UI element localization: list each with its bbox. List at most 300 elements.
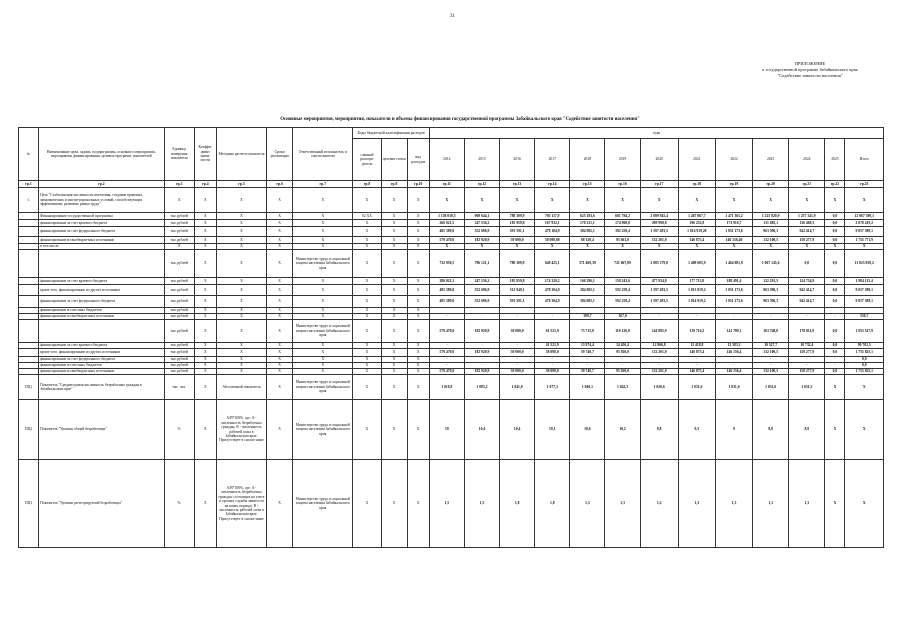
table-cell: 146 156,40 <box>715 237 752 244</box>
table-cell: - <box>429 314 464 320</box>
table-row <box>19 220 884 227</box>
table-cell: в том числе: <box>39 244 165 250</box>
column-number: гр.22 <box>825 181 845 188</box>
table-cell: 1,3 <box>570 460 605 548</box>
table-cell: X <box>216 213 266 220</box>
table-cell: X <box>216 357 266 363</box>
table-cell: финансирование за счет краевого бюджета <box>39 278 165 285</box>
table-cell: 1,8 <box>535 460 570 548</box>
table-cell: тыс.рублей <box>164 213 194 220</box>
table-cell: X <box>678 244 715 250</box>
table-cell: X <box>216 227 266 237</box>
table-cell: 131 685,1 <box>753 220 789 227</box>
table-cell: 50 000,0 <box>500 237 535 244</box>
table-cell: X <box>194 460 216 548</box>
table-cell: X <box>194 244 216 250</box>
table-cell: X <box>267 278 293 285</box>
table-cell: Министерство труда и социальной защиты населения Забайкальского края <box>293 400 353 460</box>
table-cell: кроме того, финансирование из других источников <box>39 349 165 357</box>
table-cell: 0,0 <box>825 237 845 244</box>
table-cell: 1 051 173,6 <box>715 227 752 237</box>
table-cell: Показатель "Среднегодовая численность безработных граждан в Забайкальском крае" <box>39 375 165 400</box>
table-cell: X <box>353 400 381 460</box>
table-cell: X <box>194 400 216 460</box>
table-cell: X <box>353 278 381 285</box>
table-cell: 141 789,1 <box>715 320 752 343</box>
table-cell: X <box>407 357 429 363</box>
table-cell: X <box>267 213 293 220</box>
table-cell: X <box>535 244 570 250</box>
table-cell: 552 686,9 <box>464 285 499 296</box>
table-cell: X <box>845 244 884 250</box>
table-cell: 2 085 379,8 <box>640 250 678 278</box>
table-cell: - <box>464 343 499 349</box>
table-row <box>19 296 884 308</box>
table-cell: 8,8 <box>753 400 789 460</box>
table-cell: 1 158 030,5 <box>429 213 464 220</box>
table-cell: 0,0 <box>845 357 884 363</box>
table-cell: 110 126,0 <box>605 320 640 343</box>
table-cell: 732 950,5 <box>429 250 464 278</box>
table-cell: Министерство труда и социальной защиты населения Забайкальского края <box>293 460 353 548</box>
table-cell: 124 734,9 <box>789 278 825 285</box>
table-cell: X <box>353 296 381 308</box>
column-number: гр.16 <box>605 181 640 188</box>
table-cell: X <box>267 188 293 213</box>
table-cell: 703 117,9 <box>535 213 570 220</box>
table-cell: кроме того, финансирование из других источников <box>39 285 165 296</box>
table-cell: - <box>500 357 535 363</box>
table-cell: Показатель "Уровень регистрируемой безработицы" <box>39 460 165 548</box>
header-unit: Единица измерения показателя <box>164 128 194 181</box>
table-cell: 185 959,8 <box>500 220 535 227</box>
table-cell: - <box>429 343 464 349</box>
table-cell: A/B*100%, где: A - численность безработных граждан, состоящих на учете в органах службы занятости на конец периода, B - численность рабочей силы в Забайкальском крае. Присутствует в сноске ниже <box>216 460 266 548</box>
column-number: гр.11 <box>429 181 464 188</box>
table-cell: 14 456,4 <box>605 343 640 349</box>
table-cell: 95 661,0 <box>605 237 640 244</box>
table-cell: X <box>381 460 407 548</box>
table-cell: 50 000,0 <box>500 349 535 357</box>
table-row <box>19 227 884 237</box>
table-cell: 0,0 <box>825 349 845 357</box>
table-cell: 1,2 <box>640 460 678 548</box>
table-cell: 0,0 <box>825 369 845 375</box>
table-cell: 0,0 <box>825 250 845 278</box>
table-cell: тыс.рублей <box>164 308 194 314</box>
table-cell: X <box>353 460 381 548</box>
table-cell: 1 467 067,7 <box>678 213 715 220</box>
header-year: 2024 <box>789 139 825 181</box>
table-cell: X <box>381 314 407 320</box>
table-cell: ПЦ1 <box>19 375 39 400</box>
table-cell: X <box>381 357 407 363</box>
table-cell: 9,3 <box>678 400 715 460</box>
header-codes: Коды бюджетной классификации расходов <box>353 128 429 139</box>
table-cell: 170 231,1 <box>570 220 605 227</box>
table-cell: X <box>845 400 884 460</box>
table-cell: 182 920,9 <box>464 349 499 357</box>
appendix-line-1: ПРИЛОЖЕНИЕ <box>794 61 826 66</box>
table-cell: X <box>216 237 266 244</box>
table-cell: 174 969,8 <box>605 220 640 227</box>
column-number-row <box>19 181 884 188</box>
table-cell: X <box>353 227 381 237</box>
column-number: гр.13 <box>500 181 535 188</box>
table-cell: 68 150,4 <box>570 237 605 244</box>
table-row <box>19 349 884 357</box>
column-number: гр.8 <box>353 181 381 188</box>
table-cell: 12 418,8 <box>678 343 715 349</box>
table-cell: 174 320,2 <box>535 278 570 285</box>
table-cell: 1 409 685,9 <box>678 250 715 278</box>
column-number: гр.1 <box>19 181 39 188</box>
table-cell: X <box>407 369 429 375</box>
table-cell: 591 591,1 <box>500 227 535 237</box>
table-cell: - <box>825 314 845 320</box>
header-code-col: вид расходов <box>407 139 429 181</box>
table-cell <box>19 220 39 227</box>
appendix-line-3: "Содействие занятости населения" <box>777 73 843 78</box>
table-cell: 942 414,7 <box>789 285 825 296</box>
table-cell: X <box>293 363 353 369</box>
table-cell: 389,7 <box>570 314 605 320</box>
table-cell: 1,3 <box>789 460 825 548</box>
table-cell: X <box>407 320 429 343</box>
table-cell: 146 156,4 <box>715 369 752 375</box>
table-cell: ПЦ3 <box>19 460 39 548</box>
header-year: 2020 <box>640 139 678 181</box>
table-cell: X <box>216 244 266 250</box>
table-cell: 1 755 825,1 <box>845 369 884 375</box>
table-cell: X <box>353 237 381 244</box>
table-cell: 721 667,09 <box>605 250 640 278</box>
table-cell: X <box>194 188 216 213</box>
table-cell: 592 258,4 <box>605 296 640 308</box>
table-cell: финансирование из местных бюджетов <box>39 363 165 369</box>
table-cell: 1 041,0 <box>500 375 535 400</box>
table-cell: 1 471 365,2 <box>715 213 752 220</box>
table-cell: 1 042,3 <box>605 375 640 400</box>
table-cell: 1,3 <box>715 460 752 548</box>
table-row <box>19 460 884 548</box>
table-row <box>19 320 884 343</box>
table-cell: тыс.рублей <box>164 320 194 343</box>
table-cell: 1 067 145,6 <box>753 250 789 278</box>
table-cell: 266 021,5 <box>429 220 464 227</box>
table-cell: 10,4 <box>464 400 499 460</box>
table-cell: 10 <box>429 400 464 460</box>
table-cell: 144 985,9 <box>640 320 678 343</box>
table-cell: Абсолютный показатель <box>216 375 266 400</box>
header-year: 2023 <box>753 139 789 181</box>
table-cell: 0,0 <box>789 250 825 278</box>
table-cell <box>19 285 39 296</box>
table-cell: X <box>429 244 464 250</box>
table-cell: 485 389,0 <box>429 296 464 308</box>
table-cell: X <box>407 308 429 314</box>
table-cell: 1 010,9 <box>429 375 464 400</box>
table-cell: X <box>353 308 381 314</box>
table-cell: X <box>381 227 407 237</box>
table-cell: X <box>407 363 429 369</box>
table-cell: 1 031,6 <box>678 375 715 400</box>
table-cell: % <box>164 400 194 460</box>
table-cell: 146 875,4 <box>678 237 715 244</box>
header-year: 2021 <box>678 139 715 181</box>
table-cell: X <box>381 320 407 343</box>
table-cell: X <box>216 296 266 308</box>
table-cell: 478 304,9 <box>535 285 570 296</box>
table-cell: X <box>267 363 293 369</box>
header-code-col: целевая статья <box>381 139 407 181</box>
table-cell: - <box>535 314 570 320</box>
table-cell: 512 940,1 <box>500 285 535 296</box>
table-cell: 9 057 389,1 <box>845 285 884 296</box>
table-cell: X <box>293 308 353 314</box>
table-cell: 182 920,9 <box>464 320 499 343</box>
table-cell: X <box>825 244 845 250</box>
table-cell: 963 596,3 <box>753 227 789 237</box>
table-cell: 132 100,5 <box>753 369 789 375</box>
table-row <box>19 278 884 285</box>
table-cell: X <box>407 278 429 285</box>
table-cell: 9 057 389,1 <box>845 227 884 237</box>
table-cell: финансирование за счет краевого бюджета <box>39 343 165 349</box>
table-cell: X <box>293 237 353 244</box>
table-cell: 185 959,8 <box>500 278 535 285</box>
column-number: гр.5 <box>216 181 266 188</box>
table-cell: финансирование за счет федерального бюджета <box>39 357 165 363</box>
table-cell: - <box>605 363 640 369</box>
column-number: гр.7 <box>293 181 353 188</box>
column-number: гр.21 <box>789 181 825 188</box>
table-cell: X <box>194 363 216 369</box>
table-cell: X <box>194 296 216 308</box>
table-cell: X <box>753 244 789 250</box>
table-cell: X <box>381 369 407 375</box>
table-cell: финансирование за счет краевого бюджета <box>39 220 165 227</box>
table-cell: тыс.рублей <box>164 296 194 308</box>
table-cell: X <box>194 343 216 349</box>
table-cell: - <box>825 363 845 369</box>
table-cell: X <box>194 320 216 343</box>
table-cell: - <box>535 363 570 369</box>
table-cell: X <box>753 188 789 213</box>
table-cell: 167 932,1 <box>535 220 570 227</box>
table-cell: X <box>381 285 407 296</box>
table-cell: тыс.рублей <box>164 278 194 285</box>
table-cell: тыс.рублей <box>164 357 194 363</box>
table-cell: 1. <box>19 188 39 213</box>
table-cell: X <box>216 320 266 343</box>
table-cell: 10 732,4 <box>789 343 825 349</box>
table-header <box>19 128 884 181</box>
table-cell: X <box>216 314 266 320</box>
table-row <box>19 237 884 244</box>
table-cell: 1 051 173,6 <box>715 285 752 296</box>
table-cell: - <box>789 357 825 363</box>
table-cell: 163 748,0 <box>753 320 789 343</box>
table-cell: 478 304,9 <box>535 296 570 308</box>
table-cell: 158 243,6 <box>605 278 640 285</box>
table-cell: % <box>164 460 194 548</box>
table-cell: X <box>789 188 825 213</box>
table-cell: X <box>267 357 293 363</box>
table-cell: 0,0 <box>825 320 845 343</box>
table-cell: 384 082,1 <box>570 285 605 296</box>
table-cell: 58 098,0 <box>535 349 570 357</box>
column-number: гр.3 <box>164 181 194 188</box>
table-cell: X <box>164 188 194 213</box>
table-cell <box>19 237 39 244</box>
table-cell: X <box>640 188 678 213</box>
table-cell: X <box>293 220 353 227</box>
table-cell: 485 389,0 <box>429 227 464 237</box>
table-cell: 12 067 399,1 <box>845 213 884 220</box>
table-cell: 1,3 <box>605 460 640 548</box>
table-cell: 1 031,6 <box>715 375 752 400</box>
table-cell: 681 794,2 <box>605 213 640 220</box>
table-cell: X <box>293 369 353 375</box>
table-cell: X <box>407 227 429 237</box>
table-cell: X <box>267 220 293 227</box>
table-cell <box>19 213 39 220</box>
table-cell: X <box>216 250 266 278</box>
table-cell: X <box>267 375 293 400</box>
table-cell: 552 686,9 <box>464 227 499 237</box>
table-cell: тыс.рублей <box>164 369 194 375</box>
table-cell: X <box>353 285 381 296</box>
table-cell: 136 469,3 <box>789 220 825 227</box>
table-cell: X <box>353 363 381 369</box>
table-cell: 0,0 <box>825 227 845 237</box>
table-cell: X <box>293 188 353 213</box>
table-cell: 1 237 341,9 <box>789 213 825 220</box>
table-cell: 1 013 819,2 <box>678 285 715 296</box>
table-cell: 1 953 527,9 <box>845 320 884 343</box>
table-cell: X <box>381 308 407 314</box>
table-cell: 139 716,2 <box>678 320 715 343</box>
table-cell: 1,3 <box>753 460 789 548</box>
table-cell: 556,7 <box>845 314 884 320</box>
column-number: гр.23 <box>845 181 884 188</box>
table-cell: A/B*100%, где: A - численность безработных граждан, B - численность рабочей силы в Забайкальском крае. Присутствует в сноске ниже <box>216 400 266 460</box>
table-cell: 1 031,6 <box>753 375 789 400</box>
table-cell: 132 100,5 <box>753 237 789 244</box>
table-cell: X <box>194 375 216 400</box>
table-cell: X <box>293 296 353 308</box>
table-cell: X <box>293 357 353 363</box>
table-cell: X <box>267 296 293 308</box>
column-number: гр.6 <box>267 181 293 188</box>
table-cell: X <box>267 460 293 548</box>
table-cell: X <box>293 343 353 349</box>
table-cell: - <box>753 357 789 363</box>
table-cell: 196 252,8 <box>678 220 715 227</box>
table-cell <box>19 296 39 308</box>
table-cell: 1 049,1 <box>570 375 605 400</box>
table-cell: тыс.рублей <box>164 349 194 357</box>
table-cell: 579 470,0 <box>429 237 464 244</box>
table-cell: 963 596,3 <box>753 296 789 308</box>
table-cell: X <box>194 278 216 285</box>
header-year: 2017 <box>535 139 570 181</box>
header-name: Наименование цели, задачи, подпрограммы, основного мероприятия, мероприятия, финансирования, целевых программ, показателей <box>39 128 165 181</box>
table-cell: X <box>500 188 535 213</box>
column-number: гр.19 <box>715 181 752 188</box>
table-cell: X <box>381 250 407 278</box>
table-cell: X <box>353 375 381 400</box>
table-cell: финансирование из местных бюджетов <box>39 308 165 314</box>
table-cell: X <box>407 250 429 278</box>
table-cell: 1,3 <box>678 460 715 548</box>
table-cell: 1,5 <box>464 460 499 548</box>
table-cell: 0,0 <box>845 363 884 369</box>
table-cell: X <box>293 349 353 357</box>
table-cell: X <box>825 188 845 213</box>
table-cell: X <box>353 314 381 320</box>
table-cell: тыс.рублей <box>164 220 194 227</box>
header-year: 2014 <box>429 139 464 181</box>
table-cell: 02 ХХ <box>353 213 381 220</box>
table-cell <box>19 250 39 278</box>
table-cell: тыс.рублей <box>164 285 194 296</box>
table-cell <box>19 320 39 343</box>
column-number: гр.10 <box>407 181 429 188</box>
table-cell: X <box>267 250 293 278</box>
table-cell: X <box>640 244 678 250</box>
table-cell: 58 098,0 <box>535 369 570 375</box>
table-cell: 0,0 <box>825 285 845 296</box>
table-cell: 1 085,2 <box>464 375 499 400</box>
table-cell: X <box>845 375 884 400</box>
table-cell: X <box>407 375 429 400</box>
column-number: гр.18 <box>678 181 715 188</box>
table-cell: 132 100,5 <box>753 349 789 357</box>
table-cell: 41 521,9 <box>535 343 570 349</box>
table-cell: 0,0 <box>825 220 845 227</box>
table-cell: X <box>216 369 266 375</box>
table-cell: - <box>640 314 678 320</box>
table-cell: - <box>535 357 570 363</box>
table-cell: 10 527,7 <box>753 343 789 349</box>
table-cell: финансирование из внебюджетных источников <box>39 237 165 244</box>
table-cell: X <box>353 357 381 363</box>
appendix-line-2: к государственной программе Забайкальского края <box>762 67 858 72</box>
table-cell: 95 920,0 <box>605 369 640 375</box>
table-cell: X <box>267 343 293 349</box>
column-number: гр.17 <box>640 181 678 188</box>
table-cell: X <box>353 320 381 343</box>
header-year: 2022 <box>715 139 752 181</box>
table-cell: - <box>570 357 605 363</box>
table-cell: 1 014 919,20 <box>678 227 715 237</box>
table-cell: X <box>825 460 845 548</box>
table-cell: 969 644,1 <box>464 213 499 220</box>
table-cell: 579 470,0 <box>429 320 464 343</box>
header-years-label: годы <box>429 128 883 139</box>
table-cell <box>19 278 39 285</box>
table-cell: 132 201,0 <box>640 349 678 357</box>
table-cell: X <box>216 278 266 285</box>
table-cell: X <box>464 244 499 250</box>
table-cell: 1 051 173,6 <box>715 296 752 308</box>
table-cell: финансирование за счет федерального бюджета <box>39 296 165 308</box>
table-cell: X <box>353 250 381 278</box>
table-cell: 384 082,1 <box>570 227 605 237</box>
table-cell: 1 984 115,4 <box>845 278 884 285</box>
